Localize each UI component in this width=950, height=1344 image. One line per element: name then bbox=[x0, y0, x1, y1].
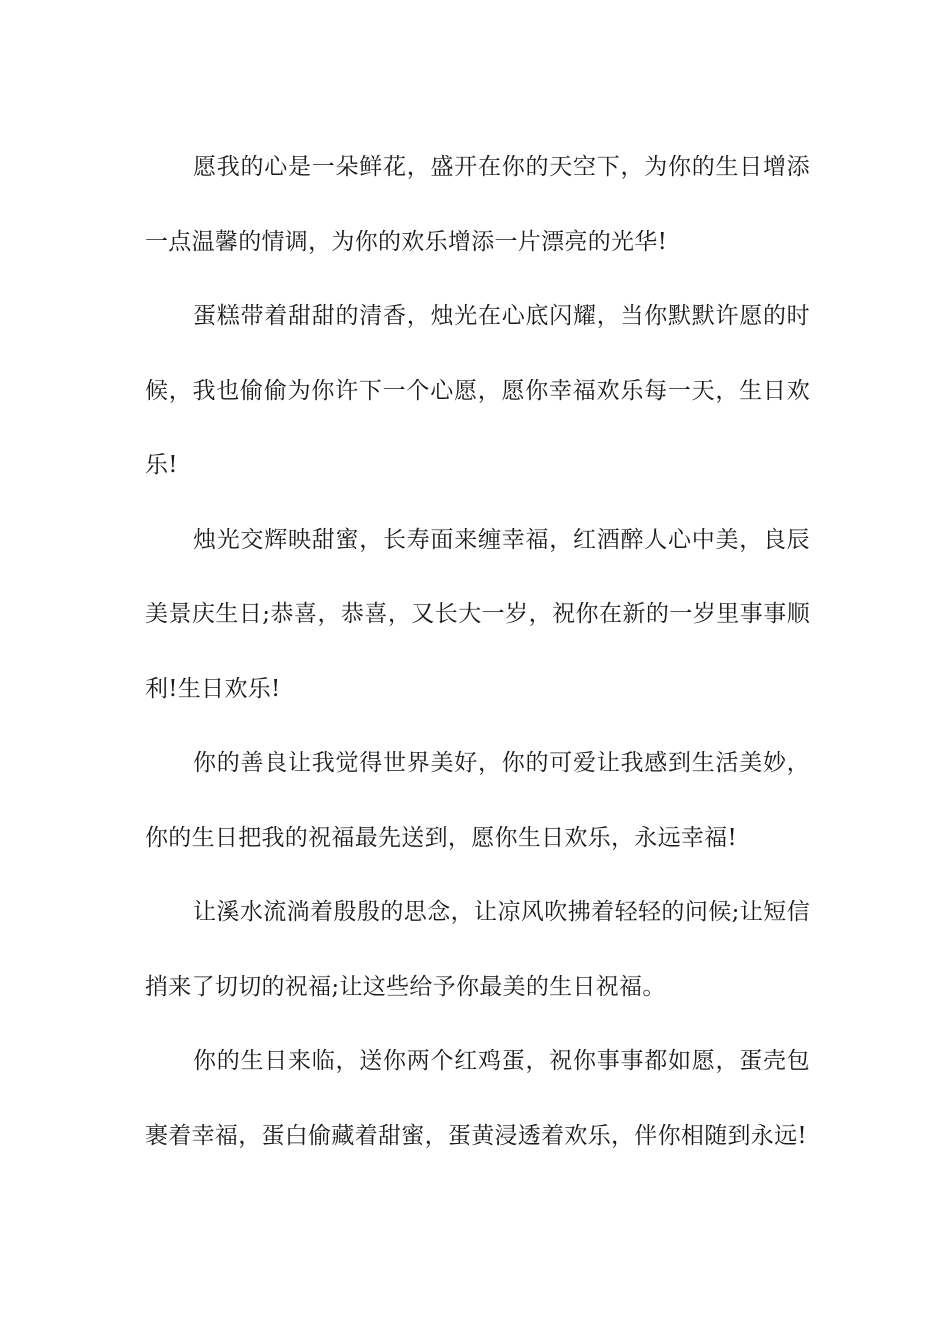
paragraph-3: 烛光交辉映甜蜜，长寿面来缠幸福，红酒醉人心中美，良辰美景庆生日;恭喜，恭喜，又长大一岁，祝你在新的一岁里事事顺利!生日欢乐! bbox=[145, 526, 810, 702]
paragraph-1: 愿我的心是一朵鲜花，盛开在你的天空下，为你的生日增添一点温馨的情调，为你的欢乐增添一片漂亮的光华! bbox=[145, 154, 810, 255]
paragraph-4: 你的善良让我觉得世界美好，你的可爱让我感到生活美妙，你的生日把我的祝福最先送到，愿你生日欢乐，永远幸福! bbox=[145, 750, 810, 851]
paragraph-2: 蛋糕带着甜甜的清香，烛光在心底闪耀，当你默默许愿的时候，我也偷偷为你许下一个心愿，愿你幸福欢乐每一天，生日欢乐! bbox=[145, 303, 810, 478]
document-body bbox=[145, 130, 810, 1173]
paragraph-5: 让溪水流淌着殷殷的思念，让凉风吹拂着轻轻的问候;让短信捎来了切切的祝福;让这些给予你最美的生日祝福。 bbox=[145, 899, 810, 1000]
paragraph-6: 你的生日来临，送你两个红鸡蛋，祝你事事都如愿，蛋壳包裹着幸福，蛋白偷藏着甜蜜，蛋黄浸透着欢乐，伴你相随到永远! bbox=[145, 1048, 810, 1149]
